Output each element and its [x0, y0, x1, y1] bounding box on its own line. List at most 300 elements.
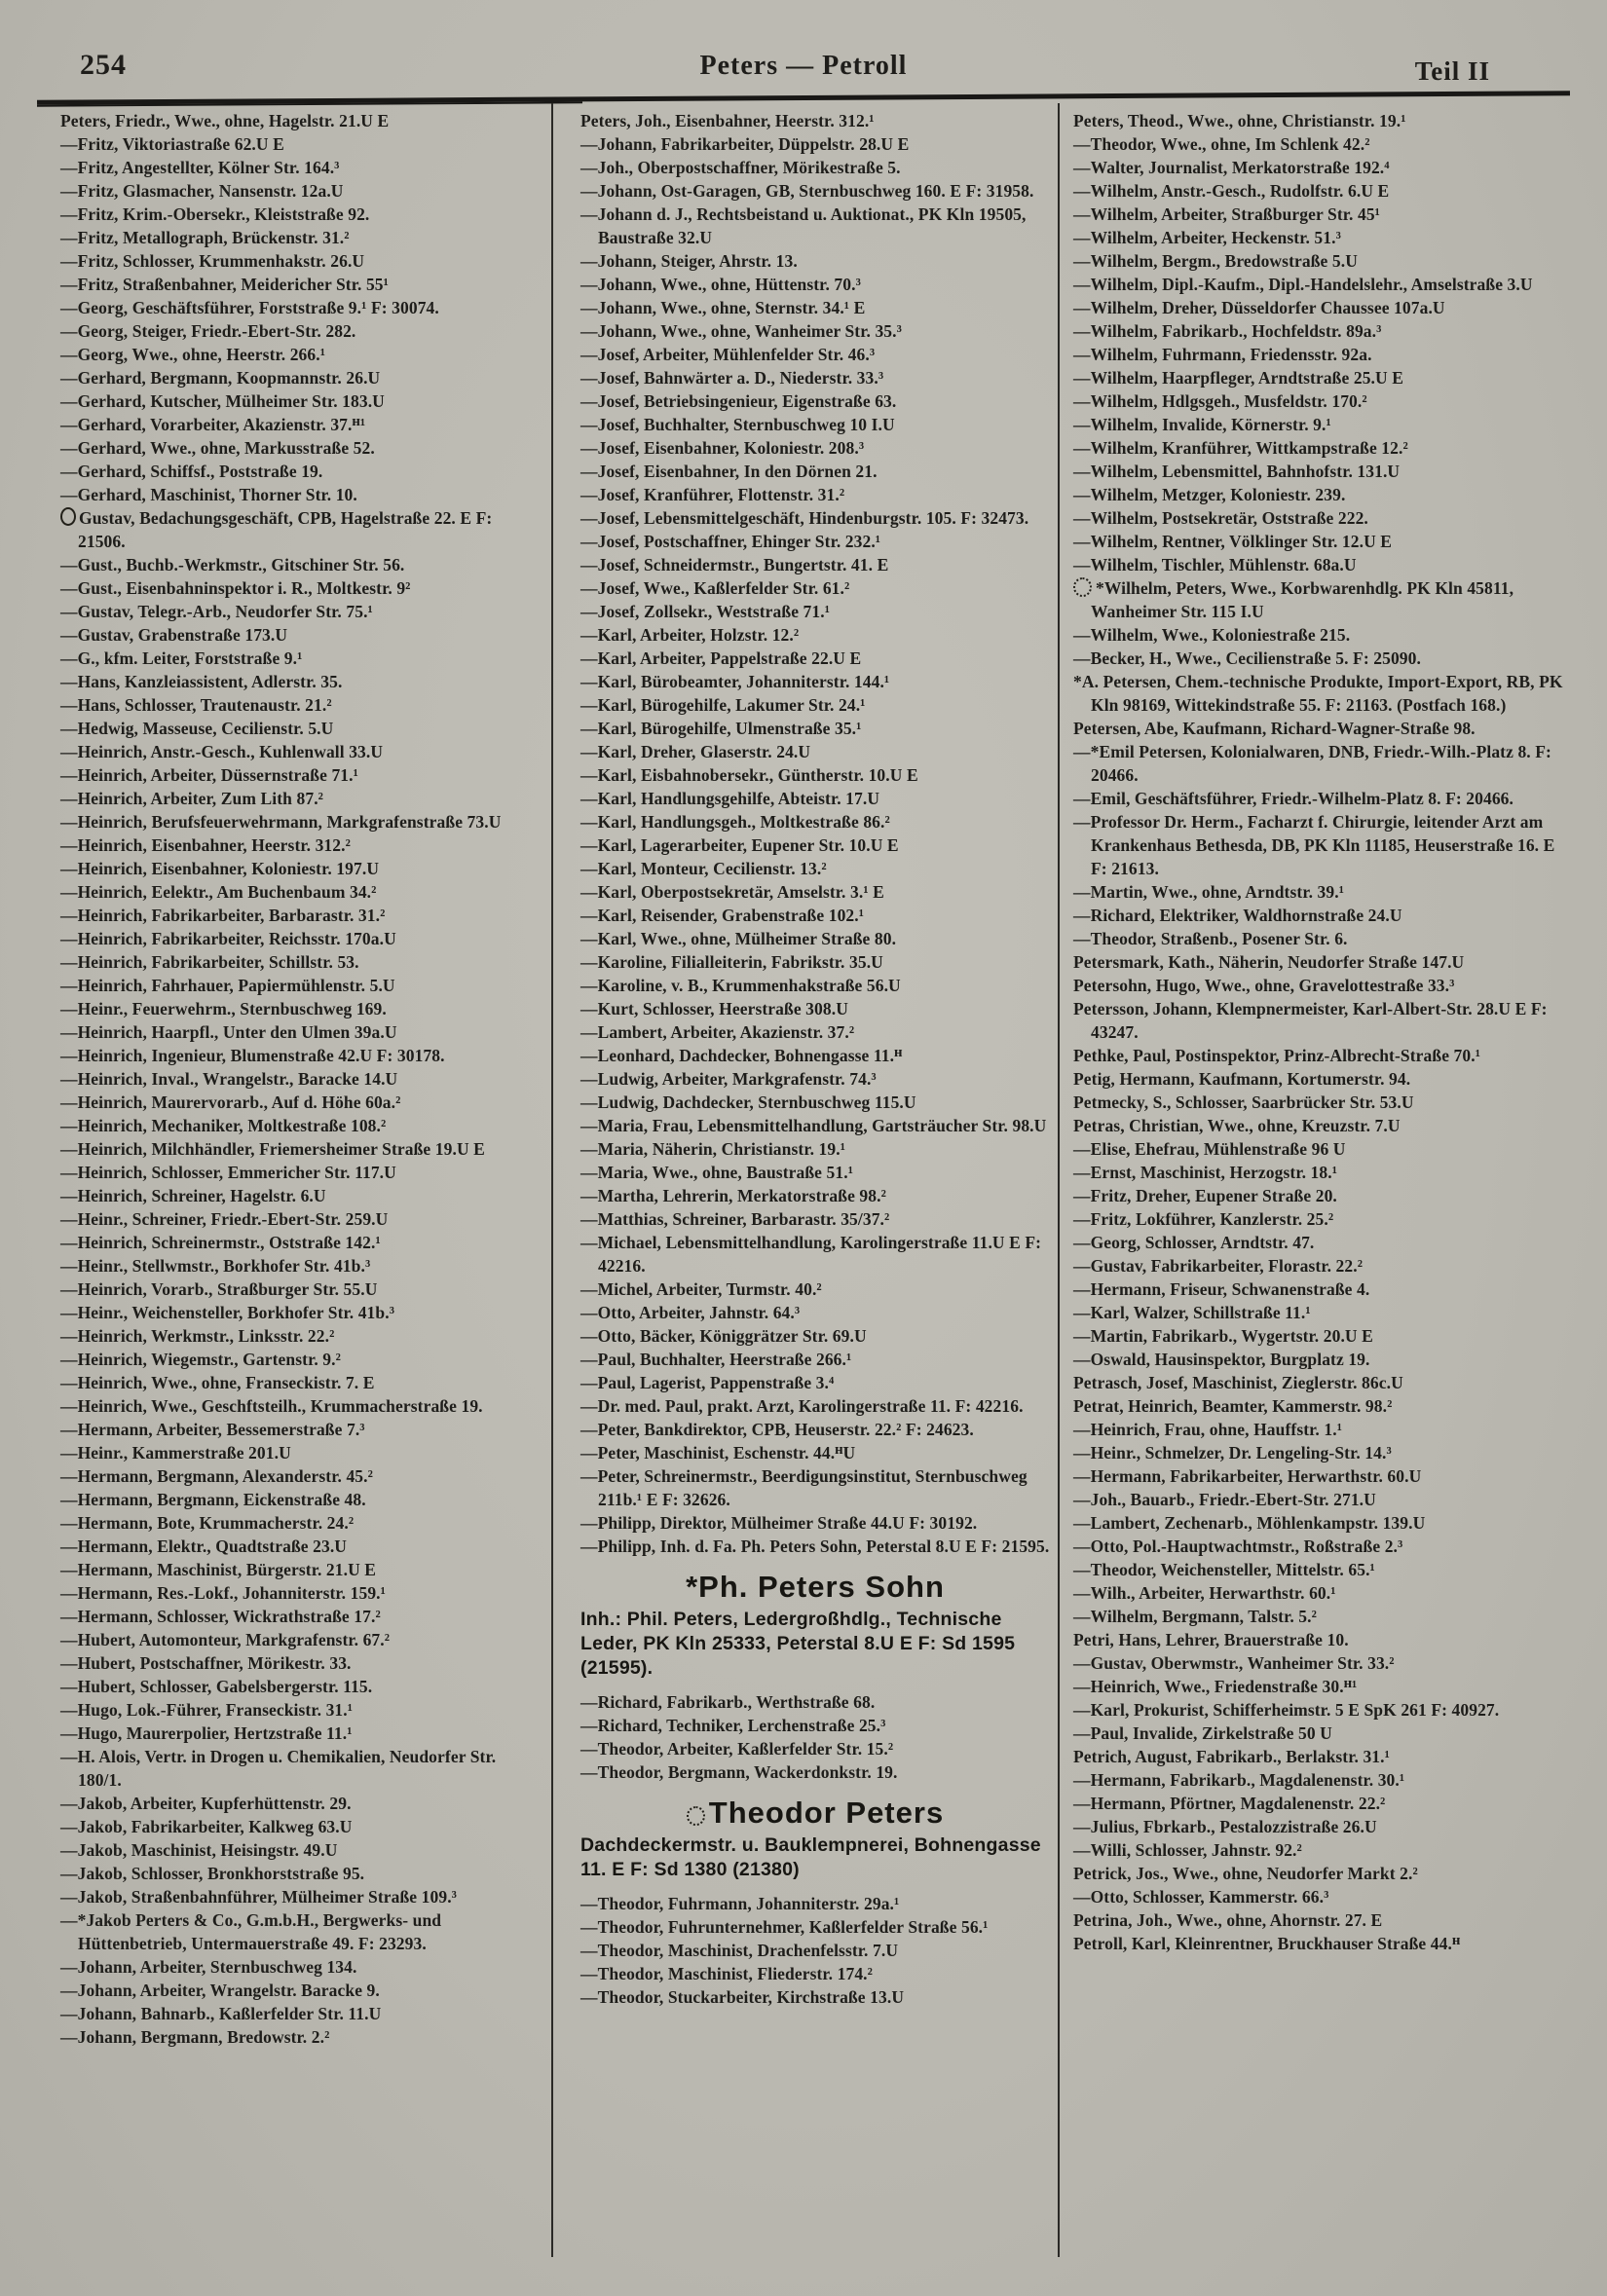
- entry-text: —Gustav, Grabenstraße 173.U: [60, 625, 288, 645]
- directory-entry: [1073, 1091, 1566, 1114]
- entry-text: —Wilhelm, Invalide, Körnerstr. 9.¹: [1073, 415, 1331, 434]
- directory-entry: [1073, 1535, 1566, 1558]
- entry-text: —Heinrich, Schreiner, Hagelstr. 6.U: [60, 1186, 326, 1205]
- directory-entry: [1073, 717, 1566, 740]
- directory-entry: [1073, 1932, 1566, 1955]
- entry-text: Petmecky, S., Schlosser, Saarbrücker Str. 53.U: [1073, 1092, 1414, 1112]
- entry-text: —Wilhelm, Metzger, Koloniestr. 239.: [1073, 485, 1346, 504]
- entry-text: —Hubert, Postschaffner, Mörikestr. 33.: [60, 1653, 352, 1673]
- directory-entry: [60, 1371, 542, 1394]
- entry-text: —Wilhelm, Hdlgsgeh., Musfeldstr. 170.²: [1073, 391, 1367, 411]
- entry-text: —Heinrich, Frau, ohne, Hauffstr. 1.¹: [1073, 1420, 1343, 1439]
- entry-text: —Heinrich, Werkmstr., Linksstr. 22.²: [60, 1326, 335, 1346]
- entry-text: —Wilhelm, Dreher, Düsseldorfer Chaussee 107a.U: [1073, 298, 1445, 317]
- directory-entry: [1073, 1161, 1566, 1184]
- entry-text: —Karl, Bürogehilfe, Lakumer Str. 24.¹: [580, 695, 866, 715]
- directory-entry: [1073, 249, 1566, 273]
- directory-entry: [1073, 226, 1566, 249]
- directory-entry: [1073, 1815, 1566, 1838]
- entry-text: —Wilhelm, Kranführer, Wittkampstraße 12.²: [1073, 438, 1408, 458]
- directory-entry: [60, 1722, 542, 1745]
- directory-entry: [60, 1651, 542, 1675]
- entry-text: —Theodor, Stuckarbeiter, Kirchstraße 13.U: [580, 1987, 905, 2007]
- entry-text: —Jakob, Straßenbahnführer, Mülheimer Straße 109.³: [60, 1887, 458, 1907]
- directory-entry: [60, 506, 542, 553]
- entry-text: —Wilhelm, Haarpfleger, Arndtstraße 25.U E: [1073, 368, 1404, 388]
- directory-entry: [1073, 1464, 1566, 1488]
- entry-text: —Peter, Maschinist, Eschenstr. 44.ᴴU: [580, 1443, 856, 1463]
- directory-entry: [1073, 1768, 1566, 1792]
- entry-text: —Fritz, Glasmacher, Nansenstr. 12a.U: [60, 181, 344, 201]
- entry-text: —Heinrich, Anstr.-Gesch., Kuhlenwall 33.U: [60, 742, 384, 761]
- directory-entry: [580, 1714, 1050, 1737]
- directory-entry: [60, 226, 542, 249]
- directory-entry: [580, 343, 1050, 366]
- entry-text: —Josef, Kranführer, Flottenstr. 31.²: [580, 485, 845, 504]
- directory-entry: [580, 249, 1050, 273]
- directory-entry: [580, 927, 1050, 950]
- entry-text: —Paul, Invalide, Zirkelstraße 50 U: [1073, 1723, 1332, 1743]
- directory-entry: [580, 1939, 1050, 1962]
- entry-text: —Heinrich, Arbeiter, Düssernstraße 71.¹: [60, 765, 358, 785]
- directory-entry: [580, 787, 1050, 810]
- entry-text: —Theodor, Bergmann, Wackerdonkstr. 19.: [580, 1762, 898, 1782]
- directory-entry: [580, 1962, 1050, 1985]
- entry-text: —Gerhard, Kutscher, Mülheimer Str. 183.U: [60, 391, 385, 411]
- directory-entry: [1073, 1698, 1566, 1722]
- entry-text: —Josef, Bahnwärter a. D., Niederstr. 33.³: [580, 368, 884, 388]
- entry-text: —Paul, Buchhalter, Heerstraße 266.¹: [580, 1350, 852, 1369]
- entry-text: Petrich, August, Fabrikarb., Berlakstr. 31.¹: [1073, 1747, 1390, 1766]
- entry-text: —Leonhard, Dachdecker, Bohnengasse 11.ᴴ: [580, 1046, 903, 1065]
- entry-text: —Johann, Steiger, Ahrstr. 13.: [580, 251, 798, 271]
- directory-entry: [1073, 1301, 1566, 1324]
- directory-entry: [1073, 880, 1566, 904]
- directory-entry: [60, 1862, 542, 1885]
- directory-entry: [1073, 553, 1566, 576]
- directory-entry: [60, 483, 542, 506]
- entry-text: —Karoline, v. B., Krummenhakstraße 56.U: [580, 976, 901, 995]
- entry-text: —Wilhelm, Lebensmittel, Bahnhofstr. 131.U: [1073, 462, 1401, 481]
- directory-entry: [60, 366, 542, 389]
- directory-entry: [60, 717, 542, 740]
- entry-text: —Gerhard, Vorarbeiter, Akazienstr. 37.ᴴ¹: [60, 415, 366, 434]
- entry-text: —Wilhelm, Arbeiter, Heckenstr. 51.³: [1073, 228, 1341, 247]
- page-title: Peters — Petroll: [699, 51, 908, 81]
- entry-text: —Heinrich, Mechaniker, Moltkestraße 108.²: [60, 1116, 387, 1135]
- advertisement: [580, 1796, 1050, 1882]
- entry-text: —Hermann, Bergmann, Alexanderstr. 45.²: [60, 1466, 373, 1486]
- entry-text: —Johann, Wwe., ohne, Sternstr. 34.¹ E: [580, 298, 866, 317]
- entry-text: —Hermann, Res.-Lokf., Johanniterstr. 159.¹: [60, 1583, 387, 1603]
- entry-text: —Hermann, Bergmann, Eickenstraße 48.: [60, 1490, 366, 1509]
- directory-entry: [60, 1301, 542, 1324]
- entry-text: —Fritz, Lokführer, Kanzlerstr. 25.²: [1073, 1209, 1334, 1229]
- entry-text: —Fritz, Schlosser, Krummenhakstr. 26.U: [60, 251, 365, 271]
- entry-text: Petig, Hermann, Kaufmann, Kortumerstr. 94.: [1073, 1069, 1411, 1089]
- directory-entry: [60, 1254, 542, 1278]
- entry-text: —Johann d. J., Rechtsbeistand u. Auktionat., PK Kln 19505, Baustraße 32.U: [580, 204, 1027, 247]
- directory-entry: [1073, 1628, 1566, 1651]
- entry-text: —Karl, Walzer, Schillstraße 11.¹: [1073, 1303, 1311, 1322]
- directory-entry: [60, 1348, 542, 1371]
- directory-entry: [60, 950, 542, 974]
- directory-entry: [1073, 1581, 1566, 1605]
- directory-entry: [580, 1067, 1050, 1091]
- directory-entry: [1073, 1862, 1566, 1885]
- entry-text: —Wilhelm, Bergm., Bredowstraße 5.U: [1073, 251, 1358, 271]
- directory-entry: [580, 413, 1050, 436]
- directory-entry: [60, 109, 542, 132]
- entry-text: —Hans, Kanzleiassistent, Adlerstr. 35.: [60, 672, 343, 691]
- entry-text: —Theodor, Wwe., ohne, Im Schlenk 42.²: [1073, 134, 1370, 154]
- entry-text: —Hermann, Friseur, Schwanenstraße 4.: [1073, 1279, 1370, 1299]
- directory-entry: [60, 1114, 542, 1137]
- directory-entry: [580, 1511, 1050, 1535]
- directory-entry: [60, 647, 542, 670]
- directory-entry: [1073, 810, 1566, 880]
- directory-entry: [1073, 1885, 1566, 1908]
- entry-text: —Heinrich, Wwe., Geschftsteilh., Krummacherstraße 19.: [60, 1396, 483, 1416]
- directory-entry: [1073, 1278, 1566, 1301]
- directory-entry: [1073, 1488, 1566, 1511]
- directory-entry: [1073, 1558, 1566, 1581]
- directory-entry: [580, 974, 1050, 997]
- entry-text: —Georg, Wwe., ohne, Heerstr. 266.¹: [60, 345, 326, 364]
- directory-entry: [60, 2025, 542, 2049]
- directory-entry: [60, 927, 542, 950]
- entry-text: —Johann, Wwe., ohne, Wanheimer Str. 35.³: [580, 321, 902, 341]
- entry-text: —Theodor, Arbeiter, Kaßlerfelder Str. 15.²: [580, 1739, 894, 1759]
- directory-entry: [60, 1838, 542, 1862]
- directory-entry: [60, 1792, 542, 1815]
- entry-text: —Maria, Näherin, Christianstr. 19.¹: [580, 1139, 846, 1159]
- entry-text: —Karl, Arbeiter, Pappelstraße 22.U E: [580, 648, 862, 668]
- entry-text: —Karl, Oberpostsekretär, Amselstr. 3.¹ E: [580, 882, 884, 902]
- directory-entry: [60, 974, 542, 997]
- directory-column-2: [580, 109, 1050, 2009]
- directory-entry: [580, 1690, 1050, 1714]
- directory-entry: [580, 1278, 1050, 1301]
- directory-entry: [60, 600, 542, 623]
- directory-entry: [1073, 1792, 1566, 1815]
- directory-entry: [60, 132, 542, 156]
- directory-entry: [60, 1418, 542, 1441]
- entry-text: Petrina, Joh., Wwe., ohne, Ahornstr. 27. E: [1073, 1910, 1383, 1930]
- entry-text: —Ludwig, Dachdecker, Sternbuschweg 115.U: [580, 1092, 916, 1112]
- entry-text: —Karl, Lagerarbeiter, Eupener Str. 10.U E: [580, 835, 899, 855]
- entry-text: —Heinrich, Milchhändler, Friemersheimer Straße 19.U E: [60, 1139, 485, 1159]
- directory-entry: [1073, 109, 1566, 132]
- entry-text: —Gust., Eisenbahninspektor i. R., Moltkestr. 9²: [60, 578, 411, 598]
- ad-title: *Ph. Peters Sohn: [686, 1570, 945, 1604]
- directory-entry: [1073, 203, 1566, 226]
- directory-entry: [60, 1675, 542, 1698]
- entry-text: —Karl, Bürobeamter, Johanniterstr. 144.¹: [580, 672, 890, 691]
- directory-entry: [60, 787, 542, 810]
- directory-entry: [1073, 413, 1566, 436]
- directory-entry: [60, 810, 542, 833]
- entry-text: —Heinrich, Ingenieur, Blumenstraße 42.U F: 30178.: [60, 1046, 445, 1065]
- entry-text: —Maria, Wwe., ohne, Baustraße 51.¹: [580, 1163, 854, 1182]
- entry-text: —Heinrich, Maurervorarb., Auf d. Höhe 60a.²: [60, 1092, 401, 1112]
- directory-entry: [60, 1488, 542, 1511]
- directory-entry: [60, 1955, 542, 1979]
- entry-text: —Lambert, Arbeiter, Akazienstr. 37.²: [580, 1022, 855, 1042]
- directory-entry: [1073, 366, 1566, 389]
- entry-text: —Hermann, Schlosser, Wickrathstraße 17.²: [60, 1607, 381, 1626]
- directory-entry: [580, 203, 1050, 249]
- entry-text: —Michael, Lebensmittelhandlung, Karolingerstraße 11.U E F: 42216.: [580, 1233, 1042, 1276]
- directory-entry: [60, 413, 542, 436]
- directory-entry: [580, 1114, 1050, 1137]
- entry-text: —Gerhard, Wwe., ohne, Markusstraße 52.: [60, 438, 375, 458]
- directory-entry: [60, 1137, 542, 1161]
- directory-entry: [60, 179, 542, 203]
- directory-column-3: [1073, 109, 1566, 1955]
- directory-entry: [580, 1207, 1050, 1231]
- entry-text: Petri, Hans, Lehrer, Brauerstraße 10.: [1073, 1630, 1349, 1649]
- directory-entry: [580, 1324, 1050, 1348]
- directory-entry: [1073, 296, 1566, 319]
- entry-text: —Joh., Oberpostschaffner, Mörikestraße 5.: [580, 158, 901, 177]
- entry-text: —Emil, Geschäftsführer, Friedr.-Wilhelm-Platz 8. F: 20466.: [1073, 789, 1514, 808]
- entry-text: —Johann, Arbeiter, Wrangelstr. Baracke 9.: [60, 1981, 380, 2000]
- directory-entry: [580, 1985, 1050, 2009]
- entry-text: —Maria, Frau, Lebensmittelhandlung, Gartsträucher Str. 98.U: [580, 1116, 1047, 1135]
- entry-text: —Hugo, Maurerpolier, Hertzstraße 11.¹: [60, 1723, 353, 1743]
- entry-text: —Heinrich, Eisenbahner, Heerstr. 312.²: [60, 835, 351, 855]
- entry-text: —Theodor, Fuhrmann, Johanniterstr. 29a.¹: [580, 1894, 900, 1913]
- directory-entry: [580, 389, 1050, 413]
- directory-entry: [580, 1441, 1050, 1464]
- entry-text: —Gerhard, Schiffsf., Poststraße 19.: [60, 462, 323, 481]
- entry-text: —Karl, Prokurist, Schifferheimstr. 5 E SpK 261 F: 40927.: [1073, 1700, 1500, 1720]
- directory-entry: [1073, 530, 1566, 553]
- entry-text: —Fritz, Straßenbahner, Meidericher Str. 55¹: [60, 275, 389, 294]
- directory-entry: [60, 273, 542, 296]
- entry-text: —Wilhelm, Rentner, Völklinger Str. 12.U E: [1073, 532, 1393, 551]
- directory-entry: [60, 1885, 542, 1908]
- entry-text: —Johann, Bergmann, Bredowstr. 2.²: [60, 2027, 330, 2047]
- entry-text: —Georg, Steiger, Friedr.-Ebert-Str. 282.: [60, 321, 356, 341]
- ad-body: Inh.: Phil. Peters, Ledergroßhdlg., Technische Leder, PK Kln 25333, Peterstal 8.U E F: Sd 1595 (21595).: [580, 1609, 1016, 1679]
- column-divider-1: [551, 103, 553, 2257]
- phone-icon: [60, 507, 76, 526]
- entry-text: —Jakob, Maschinist, Heisingstr. 49.U: [60, 1840, 338, 1860]
- directory-entry: [60, 1815, 542, 1838]
- entry-text: —Heinrich, Wwe., Friedenstraße 30.ᴴ¹: [1073, 1677, 1358, 1696]
- entry-text: —Heinrich, Berufsfeuerwehrmann, Markgrafenstraße 73.U: [60, 812, 502, 832]
- directory-entry: [60, 1020, 542, 1044]
- entry-text: —Fritz, Angestellter, Kölner Str. 164.³: [60, 158, 340, 177]
- directory-entry: [580, 1044, 1050, 1067]
- directory-entry: [60, 1908, 542, 1955]
- directory-entry: [1073, 1441, 1566, 1464]
- entry-text: —Philipp, Inh. d. Fa. Ph. Peters Sohn, Peterstal 8.U E F: 21595.: [580, 1537, 1050, 1556]
- directory-entry: [1073, 904, 1566, 927]
- directory-entry: [580, 670, 1050, 693]
- directory-entry: [60, 1581, 542, 1605]
- directory-entry: [60, 1558, 542, 1581]
- directory-entry: [580, 1915, 1050, 1939]
- directory-entry: [580, 1371, 1050, 1394]
- directory-entry: [1073, 436, 1566, 460]
- entry-text: —Gustav, Oberwmstr., Wanheimer Str. 33.²: [1073, 1653, 1395, 1673]
- entry-text: —Hedwig, Masseuse, Cecilienstr. 5.U: [60, 719, 334, 738]
- directory-entry: [60, 833, 542, 857]
- directory-entry: [1073, 1651, 1566, 1675]
- entry-text: —Josef, Postschaffner, Ehinger Str. 232.¹: [580, 532, 881, 551]
- entry-text: —*Emil Petersen, Kolonialwaren, DNB, Friedr.-Wilh.-Platz 8. F: 20466.: [1073, 742, 1551, 785]
- directory-entry: [580, 273, 1050, 296]
- entry-text: —Peter, Schreinermstr., Beerdigungsinstitut, Sternbuschweg 211b.¹ E F: 32626.: [580, 1466, 1028, 1509]
- entry-text: —Johann, Wwe., ohne, Hüttenstr. 70.³: [580, 275, 861, 294]
- entry-text: —Heinrich, Schlosser, Emmericher Str. 117.U: [60, 1163, 396, 1182]
- entry-text: —Gustav, Fabrikarbeiter, Florastr. 22.²: [1073, 1256, 1364, 1276]
- entry-text: Petersmark, Kath., Näherin, Neudorfer Straße 147.U: [1073, 952, 1465, 972]
- entry-text: —Heinr., Schreiner, Friedr.-Ebert-Str. 259.U: [60, 1209, 389, 1229]
- entry-text: —Hermann, Fabrikarb., Magdalenenstr. 30.¹: [1073, 1770, 1405, 1790]
- wreath-icon: [1073, 577, 1092, 597]
- entry-text: Petersson, Johann, Klempnermeister, Karl-Albert-Str. 28.U E F: 43247.: [1073, 999, 1548, 1042]
- entry-text: —Becker, H., Wwe., Cecilienstraße 5. F: 25090.: [1073, 648, 1421, 668]
- entry-text: —Hans, Schlosser, Trautenaustr. 21.²: [60, 695, 332, 715]
- entry-text: —Hermann, Bote, Krummacherstr. 24.²: [60, 1513, 355, 1533]
- directory-entry: [580, 1535, 1050, 1558]
- entry-text: —Josef, Eisenbahner, Koloniestr. 208.³: [580, 438, 865, 458]
- directory-entry: [60, 1628, 542, 1651]
- directory-entry: [60, 296, 542, 319]
- directory-entry: [1073, 1418, 1566, 1441]
- directory-entry: [580, 530, 1050, 553]
- entry-text: —Willi, Schlosser, Jahnstr. 92.²: [1073, 1840, 1302, 1860]
- entry-text: —Fritz, Dreher, Eupener Straße 20.: [1073, 1186, 1337, 1205]
- directory-entry: [1073, 1371, 1566, 1394]
- entry-text: —Heinr., Weichensteller, Borkhofer Str. 41b.³: [60, 1303, 395, 1322]
- directory-entry: [60, 693, 542, 717]
- directory-entry: [1073, 1394, 1566, 1418]
- directory-entry: [60, 1207, 542, 1231]
- directory-entry: [1073, 273, 1566, 296]
- entry-text: —Heinrich, Wwe., ohne, Franseckistr. 7. E: [60, 1373, 375, 1392]
- directory-entry: [60, 623, 542, 647]
- directory-entry: [580, 506, 1050, 530]
- directory-entry: [60, 1324, 542, 1348]
- entry-text: —Hubert, Schlosser, Gabelsbergerstr. 115.: [60, 1677, 373, 1696]
- directory-entry: [60, 576, 542, 600]
- directory-entry: [60, 156, 542, 179]
- directory-entry: [580, 600, 1050, 623]
- entry-text: —Richard, Fabrikarb., Werthstraße 68.: [580, 1692, 876, 1712]
- entry-text: —Heinrich, Fabrikarbeiter, Schillstr. 53.: [60, 952, 359, 972]
- entry-text: —Josef, Wwe., Kaßlerfelder Str. 61.²: [580, 578, 850, 598]
- ad-body: Dachdeckermstr. u. Bauklempnerei, Bohnengasse 11. E F: Sd 1380 (21380): [580, 1834, 1041, 1880]
- entry-text: —Hugo, Lok.-Führer, Franseckistr. 31.¹: [60, 1700, 354, 1720]
- directory-entry: [60, 1394, 542, 1418]
- entry-text: —Georg, Schlosser, Arndtstr. 47.: [1073, 1233, 1315, 1252]
- entry-text: —Karl, Eisbahnobersekr., Güntherstr. 10.U E: [580, 765, 918, 785]
- directory-entry: [580, 810, 1050, 833]
- entry-text: —Wilhelm, Fabrikarb., Hochfeldstr. 89a.³: [1073, 321, 1382, 341]
- page-number: 254: [80, 49, 127, 81]
- entry-text: —Heinrich, Eelektr., Am Buchenbaum 34.²: [60, 882, 377, 902]
- entry-text: —Kurt, Schlosser, Heerstraße 308.U: [580, 999, 848, 1018]
- entry-text: —Heinr., Stellwmstr., Borkhofer Str. 41b.³: [60, 1256, 371, 1276]
- entry-text: —Ernst, Maschinist, Herzogstr. 18.¹: [1073, 1163, 1338, 1182]
- directory-entry: [60, 670, 542, 693]
- entry-text: —Fritz, Krim.-Obersekr., Kleiststraße 92.: [60, 204, 370, 224]
- entry-text: —Richard, Techniker, Lerchenstraße 25.³: [580, 1716, 886, 1735]
- entry-text: —Jakob, Schlosser, Bronkhorststraße 95.: [60, 1864, 365, 1883]
- directory-entry: [60, 2002, 542, 2025]
- entry-text: —Heinrich, Wiegemstr., Gartenstr. 9.²: [60, 1350, 341, 1369]
- directory-entry: [1073, 1067, 1566, 1091]
- directory-entry: [60, 343, 542, 366]
- directory-entry: [1073, 1207, 1566, 1231]
- entry-text: —Paul, Lagerist, Pappenstraße 3.⁴: [580, 1373, 835, 1392]
- directory-entry: [580, 1231, 1050, 1278]
- entry-text: —Otto, Bäcker, Königgrätzer Str. 69.U: [580, 1326, 867, 1346]
- entry-text: —Theodor, Straßenb., Posener Str. 6.: [1073, 929, 1348, 948]
- entry-text: —Heinrich, Arbeiter, Zum Lith 87.²: [60, 789, 324, 808]
- directory-entry: [1073, 460, 1566, 483]
- entry-text: —Wilhelm, Dipl.-Kaufm., Dipl.-Handelslehr., Amselstraße 3.U: [1073, 275, 1533, 294]
- entry-text: —Heinr., Kammerstraße 201.U: [60, 1443, 291, 1463]
- directory-entry: [580, 1737, 1050, 1760]
- entry-text: —Matthias, Schreiner, Barbarastr. 35/37.²: [580, 1209, 890, 1229]
- entry-text: *A. Petersen, Chem.-technische Produkte, Import-Export, RB, PK Kln 98169, Wittekindstraße 55. F: 21163. (Postfach 168.): [1073, 672, 1563, 715]
- directory-entry: [580, 1137, 1050, 1161]
- directory-entry: [60, 203, 542, 226]
- entry-text: —Theodor, Weichensteller, Mittelstr. 65.¹: [1073, 1560, 1375, 1579]
- directory-entry: [580, 1464, 1050, 1511]
- directory-entry: [60, 1979, 542, 2002]
- entry-text: —Josef, Betriebsingenieur, Eigenstraße 63.: [580, 391, 897, 411]
- entry-text: —Hermann, Maschinist, Bürgerstr. 21.U E: [60, 1560, 377, 1579]
- part-label: Teil II: [1414, 56, 1490, 86]
- entry-text: Petras, Christian, Wwe., ohne, Kreuzstr. 7.U: [1073, 1116, 1401, 1135]
- directory-entry: [1073, 1184, 1566, 1207]
- entry-text: —Karl, Wwe., ohne, Mülheimer Straße 80.: [580, 929, 897, 948]
- directory-entry: [1073, 156, 1566, 179]
- directory-entry: [1073, 670, 1566, 717]
- directory-entry: [1073, 319, 1566, 343]
- directory-entry: [1073, 927, 1566, 950]
- column-divider-2: [1058, 103, 1060, 2257]
- entry-text: —Theodor, Maschinist, Fliederstr. 174.²: [580, 1964, 874, 1983]
- directory-entry: [580, 1394, 1050, 1418]
- directory-entry: [580, 1301, 1050, 1324]
- entry-text: *Wilhelm, Peters, Wwe., Korbwarenhdlg. PK Kln 45811, Wanheimer Str. 115 I.U: [1091, 578, 1514, 621]
- entry-text: —Wilhelm, Tischler, Mühlenstr. 68a.U: [1073, 555, 1357, 574]
- entry-text: —Otto, Schlosser, Kammerstr. 66.³: [1073, 1887, 1329, 1907]
- entry-text: Pethke, Paul, Postinspektor, Prinz-Albrecht-Straße 70.¹: [1073, 1046, 1481, 1065]
- directory-entry: [60, 1464, 542, 1488]
- directory-entry: [580, 717, 1050, 740]
- entry-text: —Georg, Geschäftsführer, Forststraße 9.¹ F: 30074.: [60, 298, 439, 317]
- directory-entry: [60, 740, 542, 763]
- directory-entry: [1073, 623, 1566, 647]
- directory-entry: [1073, 1838, 1566, 1862]
- entry-text: —Heinrich, Eisenbahner, Koloniestr. 197.U: [60, 859, 380, 878]
- directory-entry: [1073, 1231, 1566, 1254]
- entry-text: —Gerhard, Maschinist, Thorner Str. 10.: [60, 485, 357, 504]
- entry-text: —*Jakob Perters & Co., G.m.b.H., Bergwerks- und Hüttenbetrieb, Untermauerstraße 49. F: 23293.: [60, 1910, 442, 1953]
- entry-text: —Michel, Arbeiter, Turmstr. 40.²: [580, 1279, 822, 1299]
- directory-entry: [580, 296, 1050, 319]
- directory-entry: [60, 1184, 542, 1207]
